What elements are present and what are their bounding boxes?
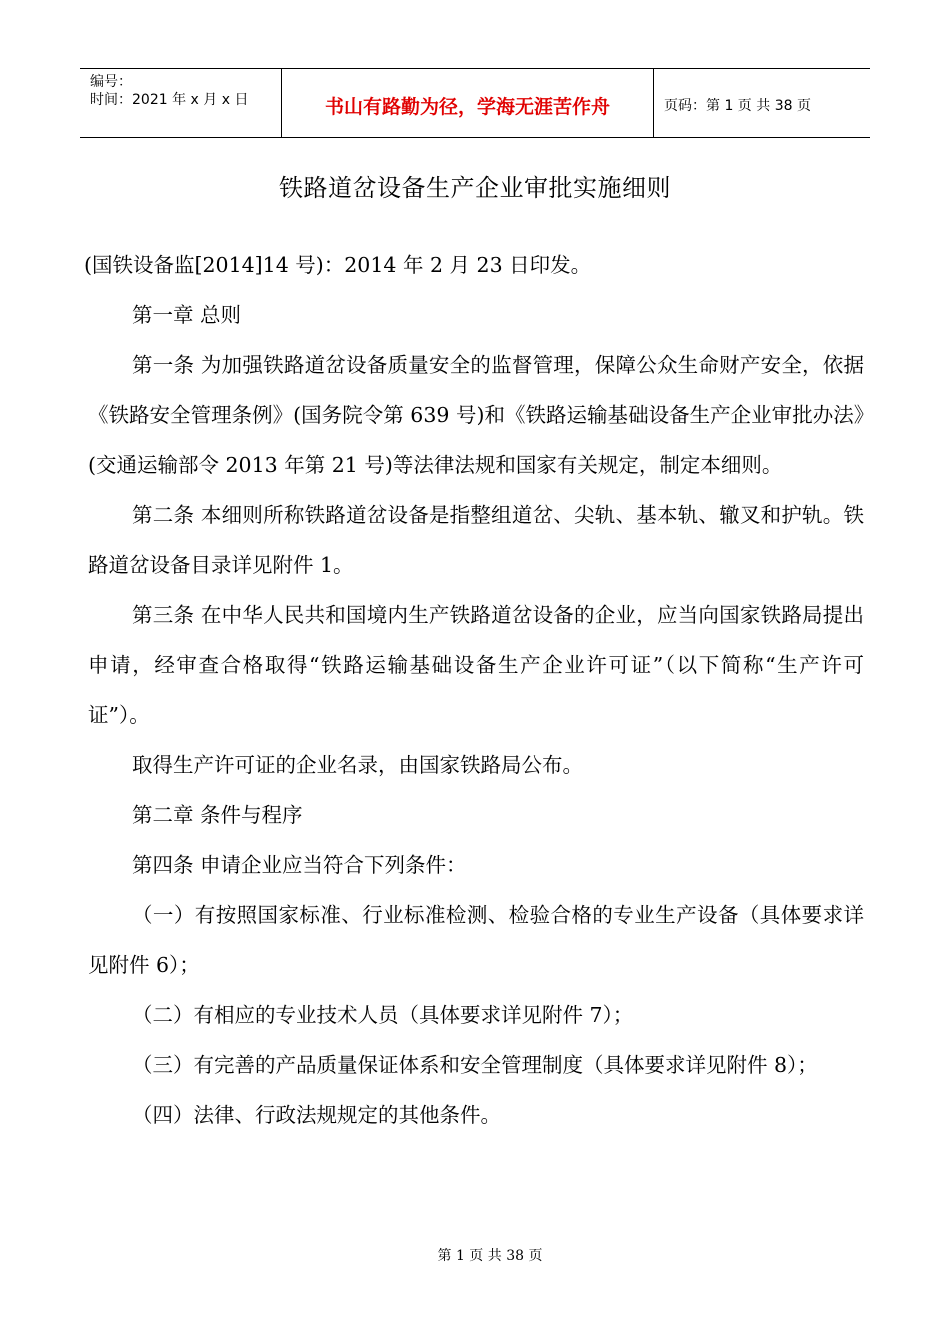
header-motto: 书山有路勤为径，学海无涯苦作舟: [282, 69, 654, 137]
chapter-heading: 第二章 条件与程序: [132, 803, 303, 827]
list-item: （四）法律、行政法规规定的其他条件。: [132, 1103, 501, 1127]
issue-info: (国铁设备监[2014]14 号)：2014 年 2 月 23 日印发。: [84, 253, 592, 277]
document-header: [80, 68, 870, 138]
chapter-heading: 第一章 总则: [132, 303, 242, 327]
body-paragraph: 取得生产许可证的企业名录，由国家铁路局公布。: [132, 753, 583, 777]
list-item: （一）有按照国家标准、行业标准检测、检验合格的专业生产设备（具体要求详见附件 6）；: [88, 903, 864, 977]
number-label: 编号：: [90, 74, 132, 90]
document-body: [84, 240, 864, 1140]
article-paragraph: 第二条 本细则所称铁路道岔设备是指整组道岔、尖轨、基本轨、辙叉和护轨。铁路道岔设备目录详见附件 1。: [88, 503, 864, 577]
time-label: 时间：2021 年 x 月 x 日: [90, 92, 249, 108]
article-paragraph: 第三条 在中华人民共和国境内生产铁路道岔设备的企业，应当向国家铁路局提出申请，经审查合格取得“铁路运输基础设备生产企业许可证”（以下简称“生产许可证”）。: [88, 603, 864, 727]
article-paragraph: 第四条 申请企业应当符合下列条件：: [132, 853, 467, 877]
list-item: （二）有相应的专业技术人员（具体要求详见附件 7）；: [132, 1003, 634, 1027]
article-paragraph: 第一条 为加强铁路道岔设备质量安全的监督管理，保障公众生命财产安全，依据《铁路安全管理条例》(国务院令第 639 号)和《铁路运输基础设备生产企业审批办法》(交通运输部令 2013 年第 21 号)等法律法规和国家有关规定，制定本细则。: [88, 353, 864, 477]
document-title: 铁路道岔设备生产企业审批实施细则: [279, 174, 671, 202]
page-footer: 第 1 页 共 38 页: [437, 1248, 543, 1264]
list-item: （三）有完善的产品质量保证体系和安全管理制度（具体要求详见附件 8）；: [132, 1053, 818, 1077]
header-page-info: 页码：第 1 页 共 38 页: [664, 98, 811, 114]
header-meta: [80, 69, 282, 137]
